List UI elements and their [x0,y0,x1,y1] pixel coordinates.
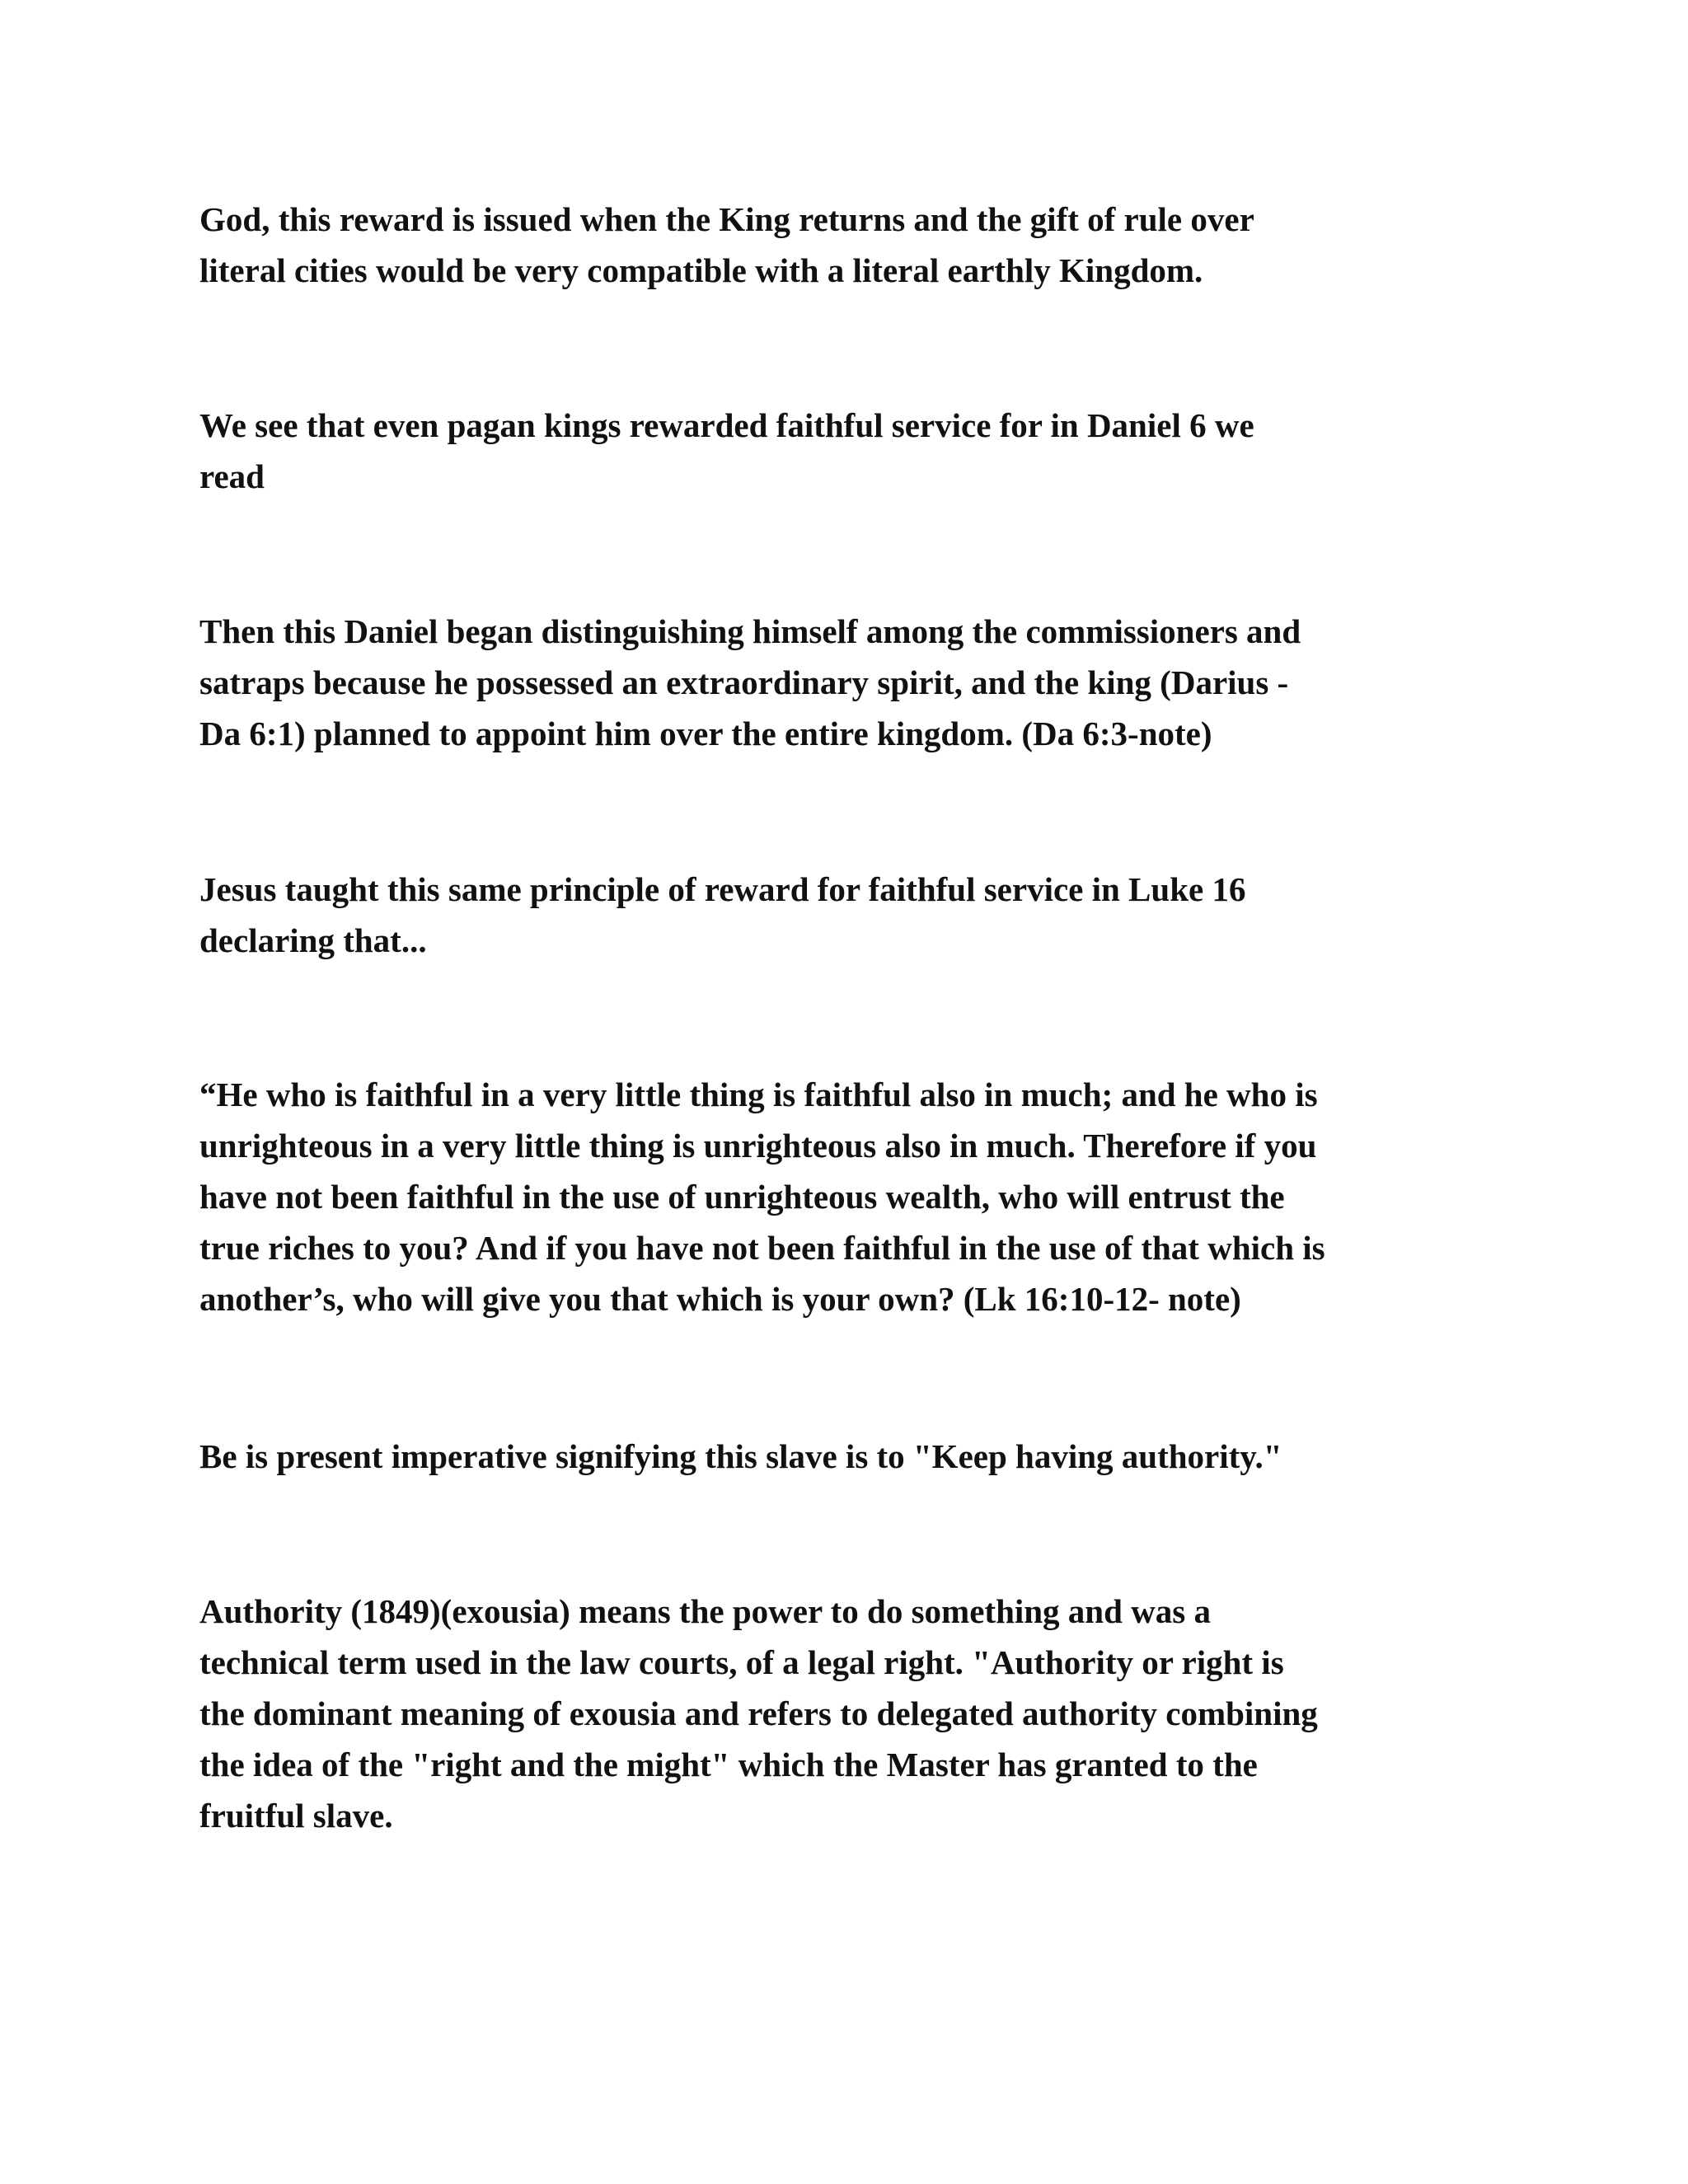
text-line: have not been faithful in the use of unrighteous wealth, who will entrust the [199,1178,1285,1216]
paragraph-jesus-taught [199,864,1518,966]
text-line: read [199,457,265,495]
paragraph-luke-quote [199,1069,1518,1324]
text-line: “He who is faithful in a very little thing is faithful also in much; and he who is [199,1076,1318,1113]
text-line: the dominant meaning of exousia and refers to delegated authority combining [199,1694,1318,1732]
text-line: satraps because he possessed an extraordinary spirit, and the king (Darius - [199,663,1289,701]
text-line: fruitful slave. [199,1797,393,1835]
paragraph-daniel-quote [199,606,1518,759]
text-line: God, this reward is issued when the King returns and the gift of rule over [199,200,1254,238]
text-line: literal cities would be very compatible with a literal earthly Kingdom. [199,251,1203,289]
text-line: We see that even pagan kings rewarded faithful service for in Daniel 6 we [199,406,1254,444]
text-line: the idea of the "right and the might" which the Master has granted to the [199,1746,1258,1783]
paragraph-reward-issued [199,194,1518,296]
text-line: Authority (1849)(exousia) means the power to do something and was a [199,1592,1211,1630]
text-line: Da 6:1) planned to appoint him over the entire kingdom. (Da 6:3-note) [199,715,1212,752]
paragraph-authority-definition [199,1586,1518,1841]
text-line: Then this Daniel began distinguishing himself among the commissioners and [199,612,1301,650]
text-line: declaring that... [199,921,427,959]
text-line: unrighteous in a very little thing is unrighteous also in much. Therefore if you [199,1127,1317,1165]
text-line: true riches to you? And if you have not been faithful in the use of that which is [199,1229,1325,1267]
text-line: Jesus taught this same principle of reward for faithful service in Luke 16 [199,870,1246,908]
paragraph-pagan-kings [199,400,1518,502]
text-line: another’s, who will give you that which is your own? (Lk 16:10-12- note) [199,1280,1241,1318]
text-line: Be is present imperative signifying this slave is to "Keep having authority." [199,1437,1282,1475]
text-line: technical term used in the law courts, of a legal right. "Authority or right is [199,1643,1284,1681]
paragraph-present-imperative [199,1431,1518,1482]
